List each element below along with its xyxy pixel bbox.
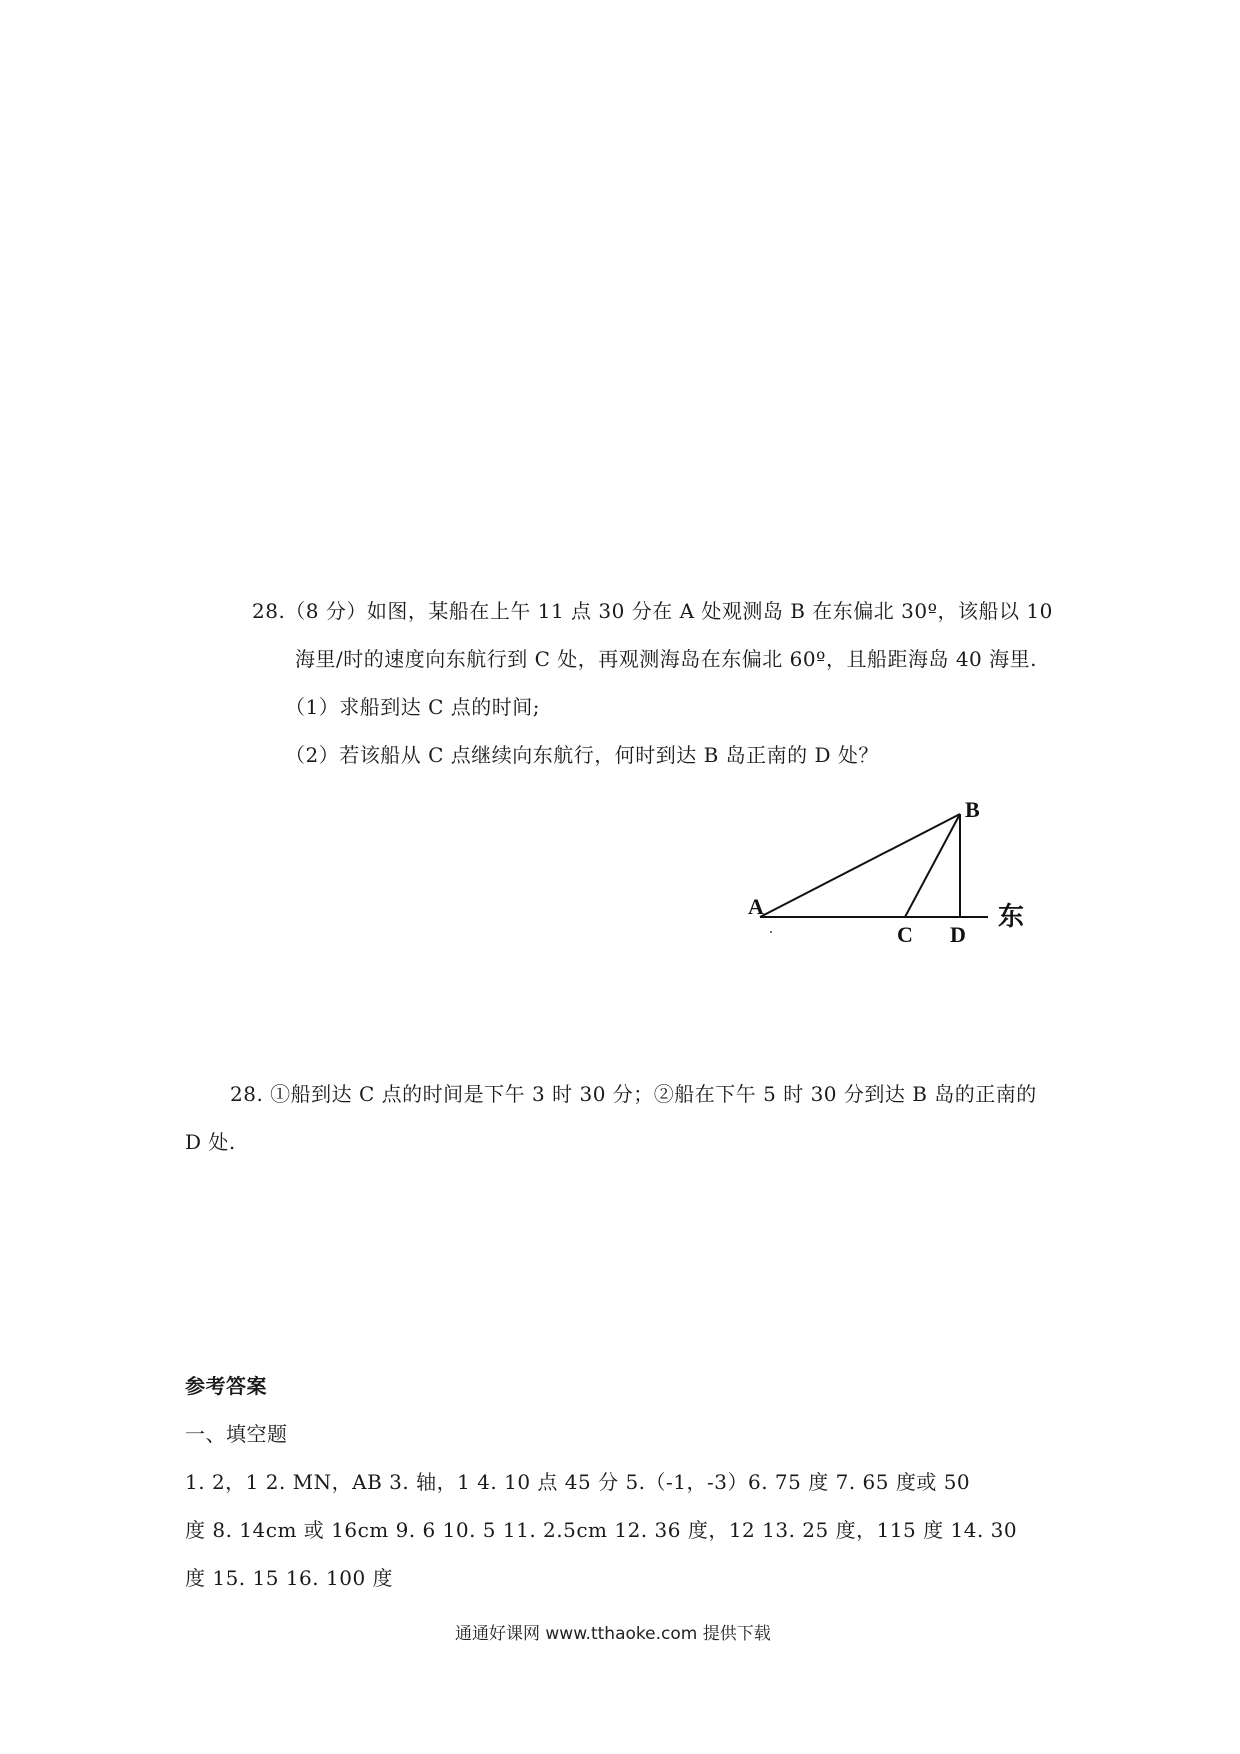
problem-28-subquestion-2: （2）若该船从 C 点继续向东航行，何时到达 B 岛正南的 D 处？ <box>285 743 879 767</box>
problem-28-line-2: 海里/时的速度向东航行到 C 处，再观测海岛在东偏北 60º，且船距海岛 40 海里. <box>295 647 1037 671</box>
answer-28-line-2: D 处. <box>185 1130 236 1154</box>
direction-label-east: 东 <box>998 902 1025 932</box>
problem-28-subquestion-1: （1）求船到达 C 点的时间; <box>285 695 540 719</box>
point-label-a: A <box>748 894 764 919</box>
footer-credit: 通通好课网 www.tthaoke.com 提供下载 <box>455 1624 771 1644</box>
segment-ab <box>760 814 960 917</box>
section-fill-in-blank: 一、填空题 <box>185 1422 288 1446</box>
point-label-b: B <box>965 797 980 822</box>
segment-cb <box>905 814 960 917</box>
reference-heading: 参考答案 <box>185 1374 267 1398</box>
point-label-d: D <box>950 922 966 947</box>
answers-line-3: 度 15. 15 16. 100 度 <box>185 1566 394 1590</box>
problem-28-line-1: 28.（8 分）如图，某船在上午 11 点 30 分在 A 处观测岛 B 在东偏北 30º，该船以 10 <box>252 599 1053 623</box>
stray-dot <box>770 931 772 933</box>
answers-line-1: 1. 2，1 2. MN，AB 3. 轴，1 4. 10 点 45 分 5.（-1，-3）6. 75 度 7. 65 度或 50 <box>185 1470 971 1494</box>
answer-28-line-1: 28. ①船到达 C 点的时间是下午 3 时 30 分；②船在下午 5 时 30 分到达 B 岛的正南的 <box>230 1082 1037 1106</box>
point-label-c: C <box>897 922 913 947</box>
geometry-figure <box>740 790 1040 970</box>
answers-line-2: 度 8. 14cm 或 16cm 9. 6 10. 5 11. 2.5cm 12. 36 度，12 13. 25 度，115 度 14. 30 <box>185 1518 1018 1542</box>
